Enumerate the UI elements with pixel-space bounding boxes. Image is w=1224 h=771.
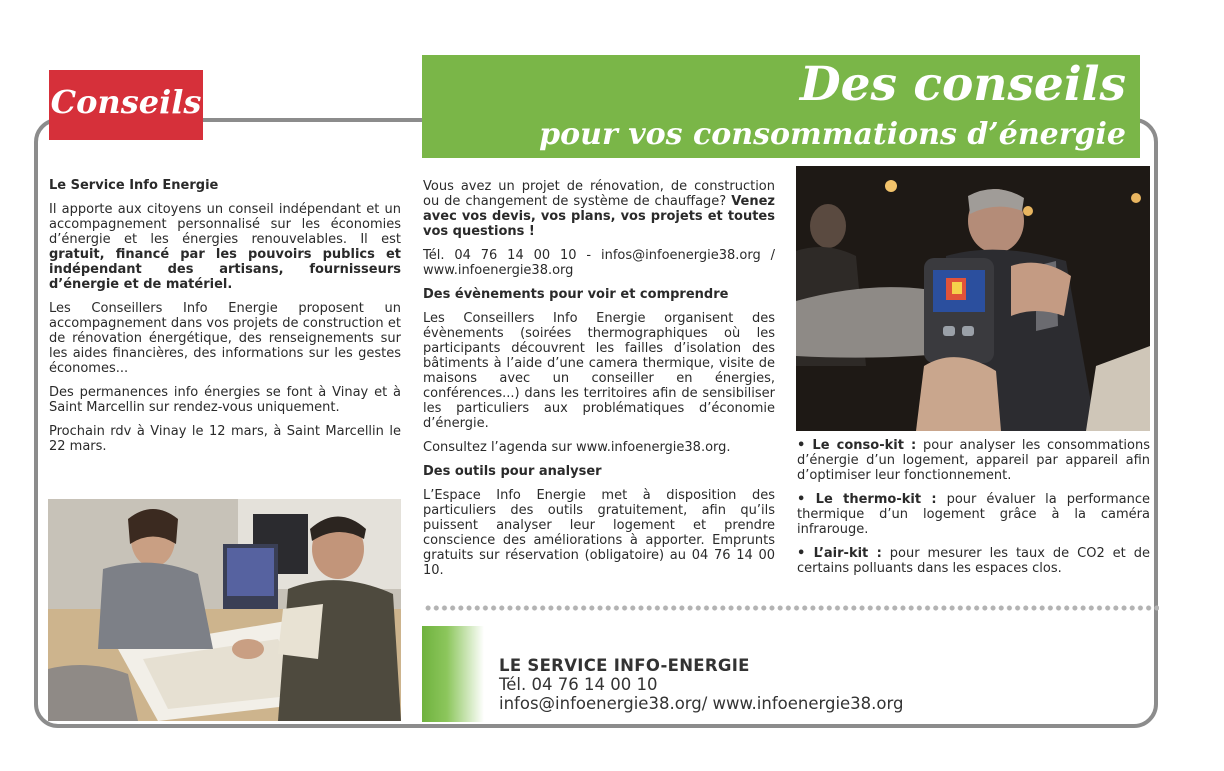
advisors-paragraph: Les Conseillers Info Energie proposent un accompagnement dans vos projets de construction et de rénovation énergétique, des renseignements sur les aides financières, des informations sur les gestes économes... [49,301,401,376]
events-heading: Des évènements pour voir et comprendre [423,287,729,302]
permanences-paragraph: Des permanences info énergies se font à Vinay et à Saint Marcellin sur rendez-vous uniquement. [49,385,401,415]
column-kits [797,438,1150,585]
projects-intro: Vous avez un projet de rénovation, de construction ou de changement de système de chauffage? [423,179,775,209]
tools-paragraph: L’Espace Info Energie met à disposition des particuliers des outils gratuitement, afin qu’ils puissent analyser leur logement et prendre conscience des améliorations à apporter. Emprunts gratuits sur réservation (obligatoire) au 04 76 14 00 10. [423,488,775,578]
contact-block [499,656,903,713]
contact-web[interactable]: infos@infoenergie38.org/ www.infoenergie38.org [499,694,904,713]
column-projects [423,179,775,587]
tag-label: Conseils [50,83,202,121]
service-heading: Le Service Info Energie [49,178,219,193]
conso-kit-label: • Le conso-kit : [797,438,917,453]
advisor-meeting-photo [48,499,401,721]
thermo-kit-label: • Le thermo-kit : [797,492,937,507]
contact-phone: Tél. 04 76 14 00 10 [499,675,658,694]
conso-kit-item [797,438,1150,483]
conseils-tag [49,70,203,140]
conso-kit-text: pour analyser les consommations d’énergie d’un logement, appareil par appareil afin d’optimiser leur fonctionnement. [797,438,1150,483]
column-service-info [49,178,401,463]
events-paragraph: Les Conseillers Info Energie organisent des évènements (soirées thermographiques où les participants découvrent les failles d’isolation des bâtiments à l’aide d’une camera thermique, visite de maisons avec un conseiller en énergies, conférences...) dans les territoires afin de sensibiliser les particuliers aux problématiques d’économie d’énergie. [423,311,775,431]
projects-callout: Venez avec vos devis, vos plans, vos projets et toutes vos questions ! [423,194,775,239]
contact-green-accent [422,626,484,722]
air-kit-item [797,546,1150,576]
thermal-camera-photo [796,166,1150,431]
contact-title: LE SERVICE INFO-ENERGIE [499,656,750,675]
air-kit-text: pour mesurer les taux de CO2 et de certains polluants dans les espaces clos. [797,546,1150,576]
projects-paragraph [423,179,775,239]
air-kit-label: • L’air-kit : [797,546,882,561]
tools-heading: Des outils pour analyser [423,464,602,479]
service-text: Il apporte aux citoyens un conseil indépendant et un accompagnement personnalisé sur les économies d’énergie et les énergies renouvelables. Il est [49,202,401,247]
dotted-divider [424,605,1159,611]
next-appointment-paragraph: Prochain rdv à Vinay le 12 mars, à Saint Marcellin le 22 mars. [49,424,401,454]
agenda-paragraph: Consultez l’agenda sur www.infoenergie38.org. [423,440,731,455]
banner-subtitle: pour vos consommations d’énergie [539,117,1126,152]
title-banner [422,55,1140,158]
service-paragraph [49,202,401,292]
thermo-kit-text: pour évaluer la performance thermique d’un logement grâce à la caméra infrarouge. [797,492,1150,537]
service-bold-text: gratuit, financé par les pouvoirs publics et indépendant des artisans, fournisseurs d’énergie et de matériel. [49,247,401,292]
contact-line: Tél. 04 76 14 00 10 - infos@infoenergie38.org / www.infoenergie38.org [423,248,775,278]
banner-title: Des conseils [799,57,1126,112]
thermo-kit-item [797,492,1150,537]
